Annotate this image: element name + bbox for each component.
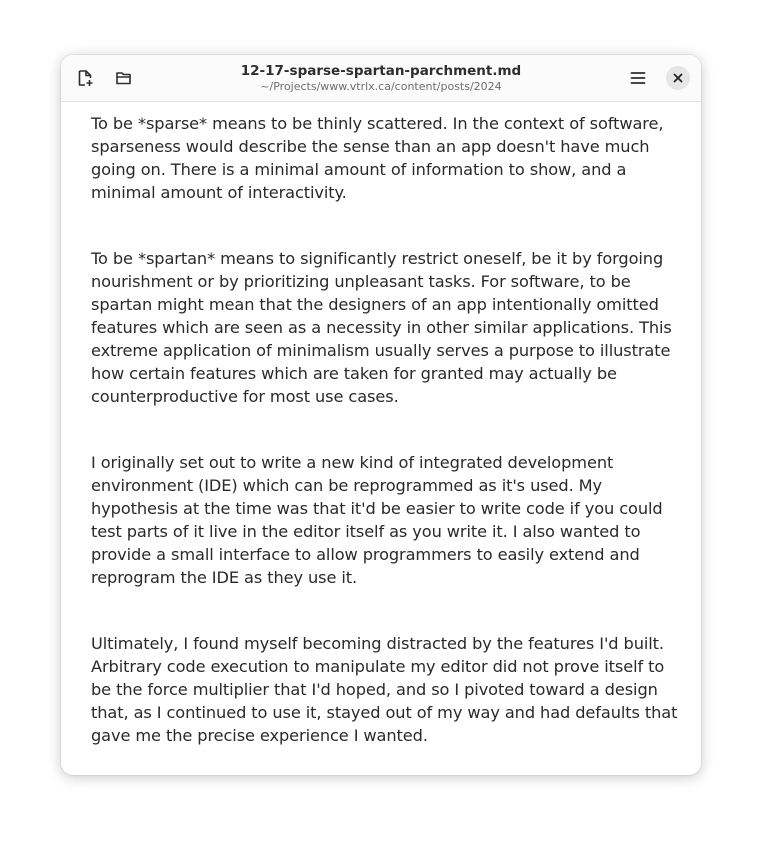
window-title-area — [181, 62, 581, 94]
close-icon — [673, 73, 683, 83]
editor-paragraph[interactable]: I originally set out to write a new kind of integrated development environment (IDE) which can be reprogrammed as it's used. My hypothesis at the time was that it'd be easier to write code if you could test parts of it live in the editor itself as you write it. I also wanted to provide a small interface to allow programmers to easily extend and reprogram the IDE as they use it. — [91, 453, 668, 587]
hamburger-menu-icon — [630, 70, 646, 86]
window-subtitle: ~/Projects/www.vtrlx.ca/content/posts/2024 — [260, 80, 502, 93]
text-editor[interactable] — [61, 102, 701, 775]
open-folder-button[interactable] — [108, 62, 140, 94]
folder-open-icon — [115, 69, 133, 87]
document-new-icon — [76, 69, 94, 87]
window-title: 12-17-sparse-spartan-parchment.md — [240, 63, 522, 79]
editor-content[interactable] — [91, 112, 681, 775]
close-window-button[interactable] — [666, 66, 690, 90]
editor-paragraph[interactable]: To be *spartan* means to significantly restrict oneself, be it by forgoing nourishment or by prioritizing unpleasant tasks. For software, to be spartan might mean that the designers of an app intentionally omitted features which are seen as a necessity in other similar applications. This extreme application of minimalism usually serves a purpose to illustrate how certain features which are taken for granted may actually be counterproductive for most use cases. — [91, 249, 677, 406]
header-bar — [61, 55, 701, 102]
new-document-button[interactable] — [69, 62, 101, 94]
editor-window — [61, 55, 701, 775]
main-menu-button[interactable] — [622, 62, 654, 94]
editor-paragraph[interactable]: Ultimately, I found myself becoming distracted by the features I'd built. Arbitrary code execution to manipulate my editor did not prove itself to be the force multiplier that I'd hoped, and so I pivoted toward a design that, as I continued to use it, stayed out of my way and had defaults that gave me the precise experience I wanted. — [91, 634, 683, 745]
editor-paragraph[interactable]: To be *sparse* means to be thinly scattered. In the context of software, sparseness would describe the sense than an app doesn't have much going on. There is a minimal amount of information to show, and a minimal amount of interactivity. — [91, 114, 669, 202]
